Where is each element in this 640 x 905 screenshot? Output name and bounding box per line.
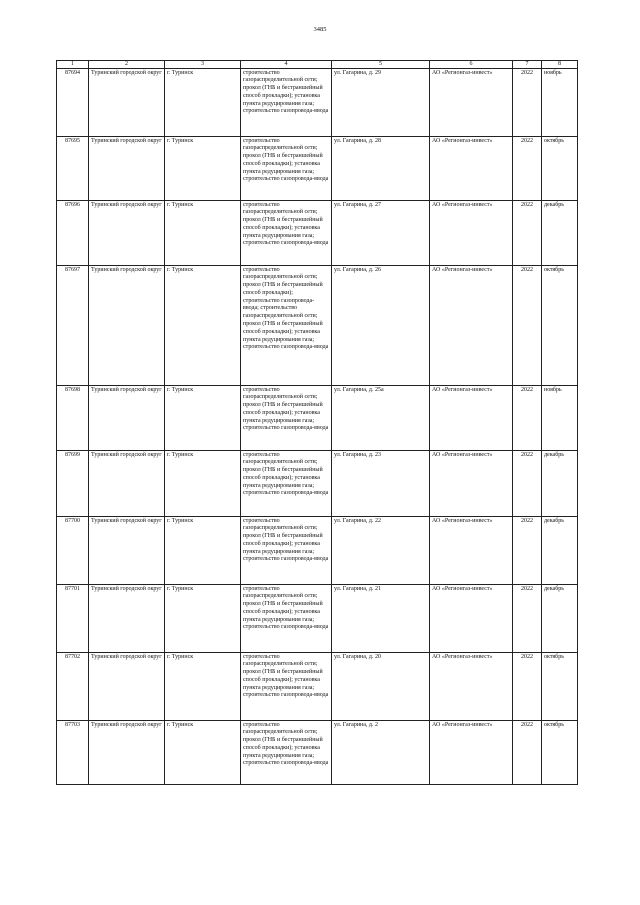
cell-district: Туринский городской округ bbox=[89, 720, 165, 784]
cell-district: Туринский городской округ bbox=[89, 450, 165, 516]
column-header: 6 bbox=[430, 61, 513, 69]
cell-year: 2022 bbox=[513, 136, 542, 200]
cell-address: ул. Гагарина, д. 21 bbox=[332, 584, 430, 652]
cell-year: 2022 bbox=[513, 516, 542, 584]
table-row bbox=[57, 516, 578, 584]
column-header: 4 bbox=[241, 61, 332, 69]
cell-id: 87699 bbox=[57, 450, 89, 516]
cell-month: октябрь bbox=[542, 720, 578, 784]
table-row bbox=[57, 450, 578, 516]
cell-district: Туринский городской округ bbox=[89, 584, 165, 652]
cell-id: 87697 bbox=[57, 265, 89, 385]
cell-locality: г. Туринск bbox=[165, 200, 241, 265]
table-row bbox=[57, 136, 578, 200]
cell-locality: г. Туринск bbox=[165, 68, 241, 136]
cell-id: 87700 bbox=[57, 516, 89, 584]
cell-year: 2022 bbox=[513, 652, 542, 720]
cell-organization: АО «Регионгаз-инвест» bbox=[430, 136, 513, 200]
column-header: 3 bbox=[165, 61, 241, 69]
column-header: 1 bbox=[57, 61, 89, 69]
cell-work: строительство газораспределительной сети; прокол (ГНБ и бестраншейный способ прокладки); установка пункта редуцирования газа; строительство газопровода-ввода bbox=[241, 584, 332, 652]
cell-district: Туринский городской округ bbox=[89, 265, 165, 385]
cell-organization: АО «Регионгаз-инвест» bbox=[430, 265, 513, 385]
cell-organization: АО «Регионгаз-инвест» bbox=[430, 720, 513, 784]
cell-id: 87702 bbox=[57, 652, 89, 720]
cell-year: 2022 bbox=[513, 720, 542, 784]
cell-address: ул. Гагарина, д. 2 bbox=[332, 720, 430, 784]
cell-id: 87694 bbox=[57, 68, 89, 136]
cell-organization: АО «Регионгаз-инвест» bbox=[430, 652, 513, 720]
cell-address: ул. Гагарина, д. 27 bbox=[332, 200, 430, 265]
cell-id: 87695 bbox=[57, 136, 89, 200]
cell-district: Туринский городской округ bbox=[89, 385, 165, 450]
cell-locality: г. Туринск bbox=[165, 385, 241, 450]
cell-address: ул. Гагарина, д. 28 bbox=[332, 136, 430, 200]
cell-organization: АО «Регионгаз-инвест» bbox=[430, 68, 513, 136]
cell-address: ул. Гагарина, д. 29 bbox=[332, 68, 430, 136]
column-header: 5 bbox=[332, 61, 430, 69]
cell-work: строительство газораспределительной сети; прокол (ГНБ и бестраншейный способ прокладки); установка пункта редуцирования газа; строительство газопровода-ввода bbox=[241, 720, 332, 784]
cell-work: строительство газораспределительной сети; прокол (ГНБ и бестраншейный способ прокладки); установка пункта редуцирования газа; строительство газопровода-ввода bbox=[241, 450, 332, 516]
cell-id: 87703 bbox=[57, 720, 89, 784]
cell-address: ул. Гагарина, д. 20 bbox=[332, 652, 430, 720]
cell-organization: АО «Регионгаз-инвест» bbox=[430, 450, 513, 516]
cell-work: строительство газораспределительной сети; прокол (ГНБ и бестраншейный способ прокладки); установка пункта редуцирования газа; строительство газопровода-ввода bbox=[241, 516, 332, 584]
cell-locality: г. Туринск bbox=[165, 584, 241, 652]
cell-locality: г. Туринск bbox=[165, 720, 241, 784]
cell-year: 2022 bbox=[513, 200, 542, 265]
cell-district: Туринский городской округ bbox=[89, 652, 165, 720]
cell-month: декабрь bbox=[542, 450, 578, 516]
table-row bbox=[57, 68, 578, 136]
cell-id: 87696 bbox=[57, 200, 89, 265]
cell-id: 87698 bbox=[57, 385, 89, 450]
cell-locality: г. Туринск bbox=[165, 450, 241, 516]
table-row bbox=[57, 720, 578, 784]
cell-year: 2022 bbox=[513, 584, 542, 652]
cell-work: строительство газораспределительной сети; прокол (ГНБ и бестраншейный способ прокладки); установка пункта редуцирования газа; строительство газопровода-ввода bbox=[241, 385, 332, 450]
cell-district: Туринский городской округ bbox=[89, 136, 165, 200]
cell-month: декабрь bbox=[542, 200, 578, 265]
cell-work: строительство газораспределительной сети; прокол (ГНБ и бестраншейный способ прокладки); строительство газопровода-ввода; строительство газораспределительной сети; прокол (ГНБ и бестраншейный способ прокладки); установка пункта редуцирования газа; строительство газопровода-ввода bbox=[241, 265, 332, 385]
column-header: 8 bbox=[542, 61, 578, 69]
cell-organization: АО «Регионгаз-инвест» bbox=[430, 200, 513, 265]
cell-locality: г. Туринск bbox=[165, 136, 241, 200]
cell-month: октябрь bbox=[542, 136, 578, 200]
column-header-row bbox=[57, 61, 578, 69]
table-row bbox=[57, 200, 578, 265]
cell-month: декабрь bbox=[542, 584, 578, 652]
cell-year: 2022 bbox=[513, 265, 542, 385]
column-header: 7 bbox=[513, 61, 542, 69]
cell-locality: г. Туринск bbox=[165, 516, 241, 584]
cell-year: 2022 bbox=[513, 68, 542, 136]
table-row bbox=[57, 584, 578, 652]
cell-month: ноябрь bbox=[542, 68, 578, 136]
cell-address: ул. Гагарина, д. 22 bbox=[332, 516, 430, 584]
cell-organization: АО «Регионгаз-инвест» bbox=[430, 516, 513, 584]
cell-locality: г. Туринск bbox=[165, 652, 241, 720]
cell-month: октябрь bbox=[542, 652, 578, 720]
cell-year: 2022 bbox=[513, 385, 542, 450]
column-header: 2 bbox=[89, 61, 165, 69]
cell-work: строительство газораспределительной сети; прокол (ГНБ и бестраншейный способ прокладки); установка пункта редуцирования газа; строительство газопровода-ввода bbox=[241, 68, 332, 136]
cell-district: Туринский городской округ bbox=[89, 516, 165, 584]
cell-locality: г. Туринск bbox=[165, 265, 241, 385]
table-row bbox=[57, 265, 578, 385]
cell-work: строительство газораспределительной сети; прокол (ГНБ и бестраншейный способ прокладки); установка пункта редуцирования газа; строительство газопровода-ввода bbox=[241, 652, 332, 720]
cell-organization: АО «Регионгаз-инвест» bbox=[430, 584, 513, 652]
cell-id: 87701 bbox=[57, 584, 89, 652]
table-row bbox=[57, 652, 578, 720]
cell-work: строительство газораспределительной сети; прокол (ГНБ и бестраншейный способ прокладки); установка пункта редуцирования газа; строительство газопровода-ввода bbox=[241, 136, 332, 200]
data-table bbox=[56, 60, 578, 785]
cell-organization: АО «Регионгаз-инвест» bbox=[430, 385, 513, 450]
cell-month: ноябрь bbox=[542, 385, 578, 450]
cell-work: строительство газораспределительной сети; прокол (ГНБ и бестраншейный способ прокладки); установка пункта редуцирования газа; строительство газопровода-ввода bbox=[241, 200, 332, 265]
cell-year: 2022 bbox=[513, 450, 542, 516]
page-number: 3485 bbox=[313, 26, 327, 33]
cell-month: декабрь bbox=[542, 516, 578, 584]
cell-address: ул. Гагарина, д. 23 bbox=[332, 450, 430, 516]
cell-address: ул. Гагарина, д. 26 bbox=[332, 265, 430, 385]
cell-district: Туринский городской округ bbox=[89, 68, 165, 136]
table-row bbox=[57, 385, 578, 450]
cell-district: Туринский городской округ bbox=[89, 200, 165, 265]
cell-address: ул. Гагарина, д. 25а bbox=[332, 385, 430, 450]
cell-month: октябрь bbox=[542, 265, 578, 385]
